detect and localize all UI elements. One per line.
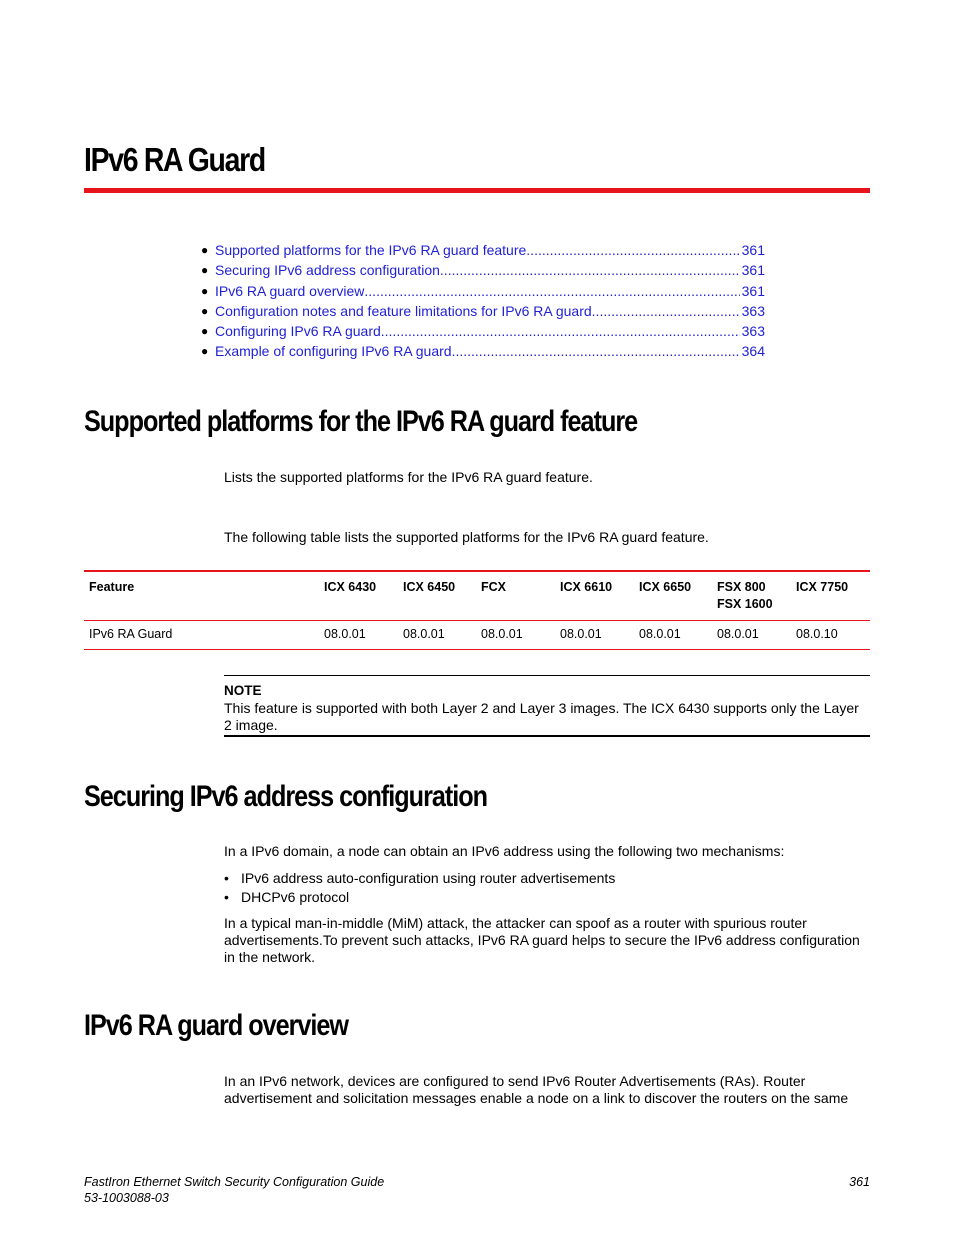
bullet-icon: ● — [201, 324, 209, 339]
section-heading-supported-platforms: Supported platforms for the IPv6 RA guard feature — [84, 405, 638, 438]
bullet-icon: ● — [201, 243, 209, 257]
table-intro: The following table lists the supported platforms for the IPv6 RA guard feature. — [224, 529, 709, 545]
bullet-icon: ● — [201, 344, 209, 359]
mini-toc — [201, 240, 765, 362]
table-header-row — [84, 571, 870, 621]
section-heading-ra-guard-overview: IPv6 RA guard overview — [84, 1009, 348, 1042]
toc-item — [201, 240, 765, 260]
table-cell: 08.0.10 — [796, 627, 838, 641]
table-header-cell: ICX 7750 — [796, 580, 849, 594]
note-bottom-rule — [224, 735, 870, 737]
list-item: • DHCPv6 protocol — [224, 889, 350, 905]
table-cell: 08.0.01 — [403, 627, 445, 641]
table-cell: 08.0.01 — [717, 627, 759, 641]
toc-link-example-ra-guard[interactable]: Example of configuring IPv6 RA guard ..... 364 — [215, 341, 765, 361]
footer-doc-number: 53-1003088-03 — [84, 1191, 169, 1205]
table-row — [84, 621, 870, 650]
table-header-cell: ICX 6450 — [403, 580, 456, 594]
list-item: • IPv6 address auto-configuration using router advertisements — [224, 870, 616, 886]
section-intro: In a IPv6 domain, a node can obtain an IPv6 address using the following two mechanisms: — [224, 843, 785, 859]
table-cell: IPv6 RA Guard — [89, 627, 173, 641]
chapter-title-rule — [84, 188, 870, 193]
section-body: In an IPv6 network, devices are configured to send IPv6 Router Advertisements (RAs). Router advertisement and solicitation messages enable a node on a link to discover the routers on the same — [224, 1073, 849, 1106]
note-label: NOTE — [224, 683, 262, 698]
note-top-rule — [224, 675, 870, 676]
section-body: In a typical man-in-middle (MiM) attack, the attacker can spoof as a router with spurious router advertisements.To prevent such attacks, IPv6 RA guard helps to secure the IPv6 address configuration in the network. — [224, 915, 860, 965]
toc-link-configuration-notes[interactable]: Configuration notes and feature limitations for IPv6 RA guard ..... 363 — [215, 301, 765, 321]
table-header-cell: ICX 6650 — [639, 580, 692, 594]
toc-item — [201, 301, 765, 321]
toc-link-ra-guard-overview[interactable]: IPv6 RA guard overview ..... 361 — [215, 281, 765, 301]
table-cell: 08.0.01 — [481, 627, 523, 641]
toc-item — [201, 281, 765, 301]
chapter-title: IPv6 RA Guard — [84, 141, 265, 178]
note-text: This feature is supported with both Layer 2 and Layer 3 images. The ICX 6430 supports only the Layer 2 image. — [224, 700, 859, 733]
table-header-cell: ICX 6430 — [324, 580, 377, 594]
footer-guide-title: FastIron Ethernet Switch Security Configuration Guide — [84, 1175, 385, 1189]
table-header-cell: FCX — [481, 580, 506, 594]
bullet-icon: • — [224, 889, 229, 905]
toc-item — [201, 260, 765, 280]
bullet-icon: ● — [201, 283, 209, 298]
toc-link-securing-ipv6[interactable]: Securing IPv6 address configuration ..... 361 — [215, 260, 765, 280]
toc-link-supported-platforms[interactable]: Supported platforms for the IPv6 RA guard feature ..... 361 — [215, 240, 765, 260]
platform-support-table — [84, 570, 870, 650]
footer-page-number: 361 — [849, 1175, 870, 1189]
section-heading-securing-ipv6: Securing IPv6 address configuration — [84, 780, 488, 813]
table-cell: 08.0.01 — [560, 627, 602, 641]
bullet-icon: • — [224, 870, 229, 886]
toc-item — [201, 321, 765, 341]
section-intro: Lists the supported platforms for the IPv6 RA guard feature. — [224, 469, 593, 485]
table-header-cell: FSX 800 FSX 1600 — [717, 580, 773, 611]
table-header-cell: Feature — [89, 580, 135, 594]
toc-link-configuring-ra-guard[interactable]: Configuring IPv6 RA guard ..... 363 — [215, 321, 765, 341]
table-cell: 08.0.01 — [639, 627, 681, 641]
table-header-cell: ICX 6610 — [560, 580, 613, 594]
bullet-icon: ● — [201, 303, 209, 318]
table-cell: 08.0.01 — [324, 627, 366, 641]
toc-item — [201, 341, 765, 361]
mechanism-list — [224, 869, 615, 907]
bullet-icon: ● — [201, 263, 209, 278]
